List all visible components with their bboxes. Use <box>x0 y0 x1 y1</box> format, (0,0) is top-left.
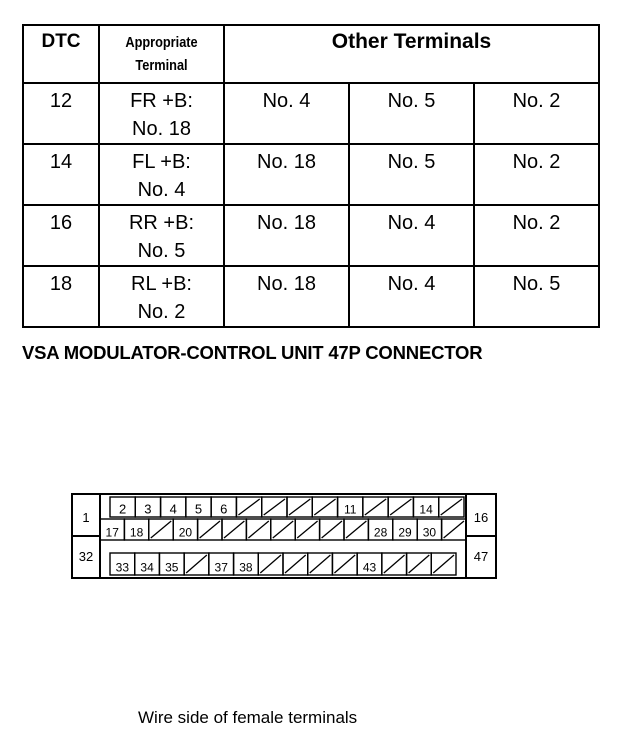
unused-terminal-slash <box>224 521 244 538</box>
unused-terminal-slash <box>151 521 171 538</box>
terminal-number: 17 <box>105 525 119 540</box>
unused-terminal-slash <box>365 499 386 515</box>
other-terminal-cell: No. 4 <box>349 205 474 266</box>
terminal-number: 6 <box>220 501 228 517</box>
other-terminal-cell: No. 18 <box>224 144 349 205</box>
other-terminal-cell: No. 2 <box>474 144 599 205</box>
other-terminal-cell: No. 2 <box>474 205 599 266</box>
end-label-32: 32 <box>78 549 94 564</box>
dtc-code: 16 <box>23 205 99 266</box>
appropriate-terminal-text: FR +B: <box>130 90 193 112</box>
terminal-number: 4 <box>169 501 177 517</box>
appropriate-terminal-text: No. 4 <box>137 179 186 201</box>
terminal-number: 30 <box>422 525 437 540</box>
appropriate-terminal-text: RL +B: <box>131 273 192 295</box>
unused-terminal-slash <box>310 555 331 573</box>
unused-terminal-slash <box>314 499 335 515</box>
unused-terminal-slash <box>289 499 310 515</box>
other-terminal-cell: No. 5 <box>349 83 474 144</box>
unused-terminal-slash <box>297 521 317 538</box>
unused-terminal-slash <box>433 555 454 573</box>
other-terminal-cell: No. 5 <box>474 266 599 327</box>
unused-terminal-slash <box>264 499 285 515</box>
dtc-code: 12 <box>23 83 99 144</box>
other-terminal-cell: No. 5 <box>349 144 474 205</box>
header-appropriate-line2: Terminal <box>135 57 188 74</box>
terminal-number: 28 <box>373 525 388 540</box>
terminal-number: 38 <box>239 560 253 575</box>
unused-terminal-slash <box>334 555 355 573</box>
unused-terminal-slash <box>390 499 411 515</box>
unused-terminal-slash <box>285 555 306 573</box>
dtc-code: 14 <box>23 144 99 205</box>
appropriate-terminal-text: No. 2 <box>137 301 186 323</box>
header-dtc: DTC <box>23 25 99 83</box>
terminal-number: 34 <box>140 560 154 575</box>
wire-side-caption: Wire side of female terminals <box>138 708 358 727</box>
other-terminal-cell: No. 18 <box>224 205 349 266</box>
terminal-number: 14 <box>419 502 433 517</box>
other-terminal-cell: No. 18 <box>224 266 349 327</box>
unused-terminal-slash <box>238 499 259 515</box>
unused-terminal-slash <box>260 555 281 573</box>
header-appropriate-line1: Appropriate <box>125 34 198 51</box>
connector-title: VSA MODULATOR-CONTROL UNIT 47P CONNECTOR <box>22 342 483 363</box>
unused-terminal-slash <box>273 521 293 538</box>
other-terminal-cell: No. 4 <box>224 83 349 144</box>
terminal-number: 11 <box>343 502 357 517</box>
terminal-number: 3 <box>144 501 152 517</box>
end-label-1: 1 <box>82 510 90 525</box>
terminal-number: 20 <box>178 525 193 540</box>
header-other-terminals: Other Terminals <box>224 25 599 83</box>
other-terminal-cell: No. 4 <box>349 266 474 327</box>
appropriate-terminal-text: No. 5 <box>137 240 186 262</box>
unused-terminal-slash <box>248 521 268 538</box>
end-label-47: 47 <box>473 549 489 564</box>
other-terminal-cell: No. 2 <box>474 83 599 144</box>
terminal-number: 29 <box>398 525 412 540</box>
terminal-number: 18 <box>129 525 144 540</box>
unused-terminal-slash <box>444 521 464 538</box>
terminal-number: 2 <box>119 501 127 517</box>
unused-terminal-slash <box>322 521 342 538</box>
terminal-number: 5 <box>194 501 203 517</box>
terminal-number: 37 <box>214 560 228 575</box>
terminal-number: 43 <box>362 560 377 575</box>
terminal-number: 35 <box>165 560 179 575</box>
appropriate-terminal-text: RR +B: <box>128 212 195 234</box>
unused-terminal-slash <box>409 555 430 573</box>
dtc-code: 18 <box>23 266 99 327</box>
terminal-number: 33 <box>115 560 130 575</box>
appropriate-terminal-text: FL +B: <box>132 151 191 173</box>
unused-terminal-slash <box>441 499 462 515</box>
end-label-16: 16 <box>473 510 489 525</box>
unused-terminal-slash <box>346 521 366 538</box>
unused-terminal-slash <box>384 555 405 573</box>
appropriate-terminal-text: No. 18 <box>132 118 191 140</box>
unused-terminal-slash <box>186 555 207 573</box>
unused-terminal-slash <box>200 521 220 538</box>
